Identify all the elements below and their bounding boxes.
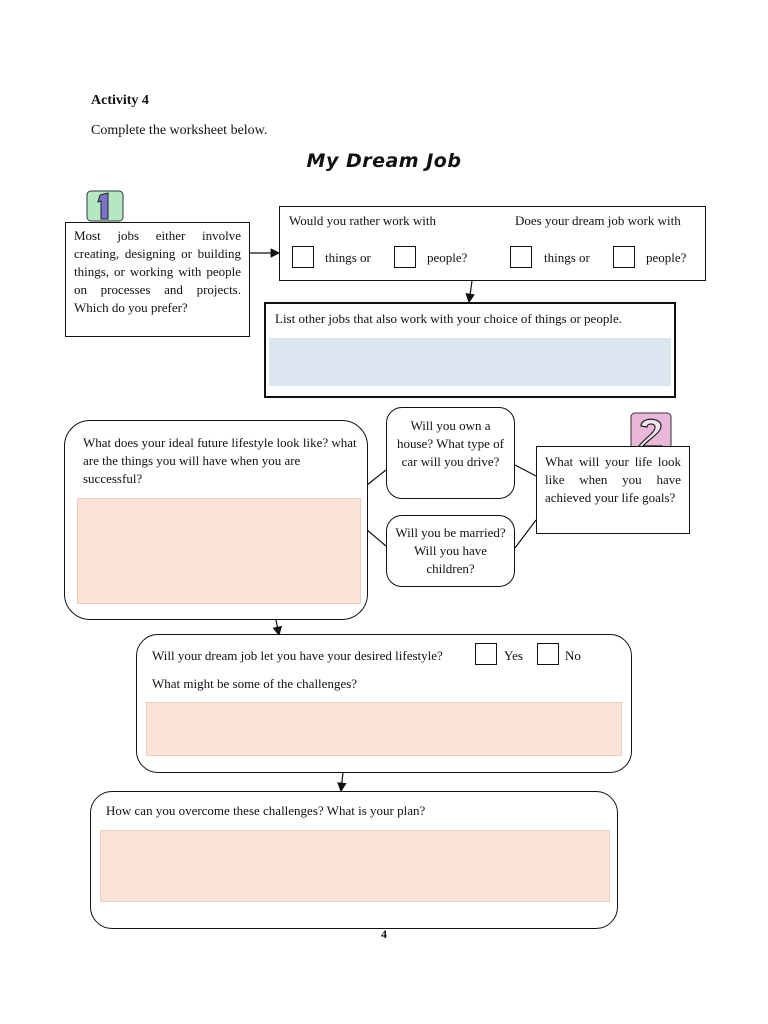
arrow-question-to-list — [469, 281, 472, 302]
plan-box — [90, 791, 618, 929]
work-preference-box — [279, 206, 706, 281]
rather-things-label: things or — [325, 250, 371, 265]
arrow-lifestyle-to-question — [276, 620, 279, 635]
life-goals-prompt: What will your life look like when you have achieved your life goals? — [545, 454, 681, 505]
dream-people-label: people? — [646, 250, 687, 265]
page-number: 4 — [381, 927, 387, 941]
lifestyle-question: Will your dream job let you have your desired lifestyle? — [152, 648, 443, 663]
intro-text: Most jobs either involve creating, designing or building things, or working with people on processes and projects. Which do you prefer? — [74, 228, 241, 315]
challenges-prompt: What might be some of the challenges? — [152, 676, 358, 691]
other-jobs-answer-field[interactable] — [269, 338, 671, 386]
dream-people-checkbox[interactable] — [613, 246, 635, 268]
line-married-to-goals — [515, 520, 536, 548]
rather-people-checkbox[interactable] — [394, 246, 416, 268]
lifestyle-answer-field[interactable] — [77, 498, 361, 604]
challenges-answer-field[interactable] — [146, 702, 622, 756]
lifestyle-prompt: What does your ideal future lifestyle look like? what are the things you will have when you are successful? — [83, 435, 357, 486]
number-one-badge — [86, 189, 124, 223]
plan-answer-field[interactable] — [100, 830, 610, 902]
married-box — [386, 515, 515, 587]
house-prompt: Will you own a house? What type of car will you drive? — [397, 418, 504, 469]
yes-checkbox[interactable] — [475, 643, 497, 665]
instruction-text: Complete the worksheet below. — [91, 123, 268, 138]
dream-things-label: things or — [544, 250, 590, 265]
activity-heading: Activity 4 — [91, 93, 149, 108]
other-jobs-box — [264, 302, 676, 398]
line-house-to-goals — [515, 465, 536, 476]
arrow-question-to-plan — [341, 772, 343, 791]
lifestyle-box — [64, 420, 368, 620]
question-dream: Does your dream job work with — [515, 213, 681, 228]
yes-label: Yes — [504, 648, 523, 663]
life-goals-box — [536, 446, 690, 534]
intro-box — [65, 222, 250, 337]
worksheet-title: My Dream Job — [306, 150, 462, 172]
rather-people-label: people? — [427, 250, 468, 265]
line-lifestyle-to-house — [367, 470, 386, 485]
line-lifestyle-to-married — [367, 530, 386, 546]
dream-things-checkbox[interactable] — [510, 246, 532, 268]
house-car-box — [386, 407, 515, 499]
dream-job-lifestyle-box — [136, 634, 632, 773]
married-prompt: Will you be married? Will you have children? — [395, 525, 506, 576]
plan-prompt: How can you overcome these challenges? What is your plan? — [106, 803, 426, 818]
no-label: No — [565, 648, 581, 663]
question-rather: Would you rather work with — [289, 213, 436, 228]
rather-things-checkbox[interactable] — [292, 246, 314, 268]
no-checkbox[interactable] — [537, 643, 559, 665]
list-prompt: List other jobs that also work with your choice of things or people. — [275, 311, 622, 326]
